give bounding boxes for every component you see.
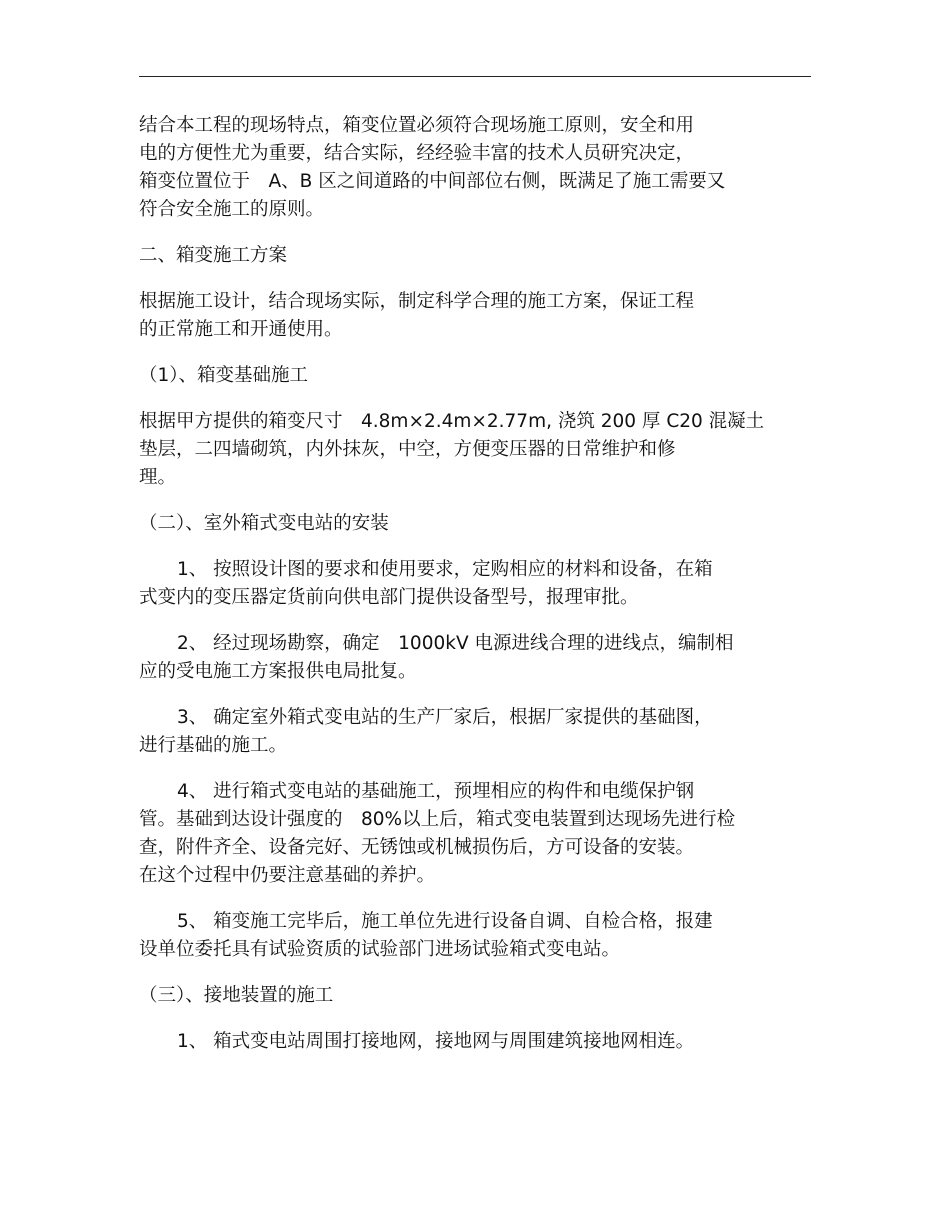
list-item bbox=[139, 630, 811, 686]
text-line: 应的受电施工方案报供电局批复。 bbox=[139, 661, 417, 682]
text-line: 在这个过程中仍要注意基础的养护。 bbox=[139, 865, 436, 886]
heading-text: （二）、室外箱式变电站的安装 bbox=[139, 513, 389, 534]
text-line: 箱变位置位于 A、B 区之间道路的中间部位右侧，既满足了施工需要又 bbox=[139, 171, 726, 192]
text-line: 理。 bbox=[139, 467, 177, 488]
text-line: 进行基础的施工。 bbox=[139, 735, 288, 756]
subsection-heading bbox=[139, 362, 811, 390]
list-item bbox=[139, 556, 811, 612]
text-line: 5、 箱变施工完毕后，施工单位先进行设备自调、自检合格，报建 bbox=[177, 911, 713, 932]
paragraph-plan-intro bbox=[139, 288, 811, 344]
text-line: 1、 按照设计图的要求和使用要求，定购相应的材料和设备，在箱 bbox=[177, 559, 713, 580]
text-line: 1、 箱式变电站周围打接地网，接地网与周围建筑接地网相连。 bbox=[177, 1031, 695, 1052]
text-line: 查，附件齐全、设备完好、无锈蚀或机械损伤后，方可设备的安装。 bbox=[139, 837, 695, 858]
heading-text: 二、箱变施工方案 bbox=[139, 245, 288, 266]
list-item bbox=[139, 778, 811, 890]
subsection-heading bbox=[139, 510, 811, 538]
subsection-heading bbox=[139, 982, 811, 1010]
text-line: 符合安全施工的原则。 bbox=[139, 199, 325, 220]
text-line: 式变内的变压器定货前向供电部门提供设备型号，报理审批。 bbox=[139, 587, 639, 608]
text-line: 电的方便性尤为重要，结合实际，经经验丰富的技术人员研究决定， bbox=[139, 143, 695, 164]
heading-text: （三）、接地装置的施工 bbox=[139, 985, 334, 1006]
heading-text: （1）、箱变基础施工 bbox=[139, 365, 309, 386]
section-heading bbox=[139, 242, 811, 270]
text-line: 结合本工程的现场特点，箱变位置必须符合现场施工原则，安全和用 bbox=[139, 115, 695, 136]
text-line: 垫层，二四墙砌筑，内外抹灰，中空，方便变压器的日常维护和修 bbox=[139, 439, 676, 460]
text-line: 的正常施工和开通使用。 bbox=[139, 319, 343, 340]
text-line: 管。基础到达设计强度的 80%以上后，箱式变电装置到达现场先进行检 bbox=[139, 809, 736, 830]
text-line: 2、 经过现场勘察，确定 1000kV 电源进线合理的进线点，编制相 bbox=[177, 633, 734, 654]
paragraph-site-location bbox=[139, 112, 811, 224]
list-item bbox=[139, 1028, 811, 1056]
list-item bbox=[139, 704, 811, 760]
text-line: 设单位委托具有试验资质的试验部门进场试验箱式变电站。 bbox=[139, 939, 621, 960]
list-item bbox=[139, 908, 811, 964]
text-line: 根据甲方提供的箱变尺寸 4.8m×2.4m×2.77m, 浇筑 200 厚 C20 混凝土 bbox=[139, 411, 765, 432]
text-line: 4、 进行箱式变电站的基础施工，预埋相应的构件和电缆保护钢 bbox=[177, 781, 695, 802]
header-rule bbox=[139, 76, 811, 77]
document-body bbox=[139, 112, 811, 1056]
paragraph-foundation bbox=[139, 408, 811, 492]
text-line: 根据施工设计，结合现场实际，制定科学合理的施工方案，保证工程 bbox=[139, 291, 695, 312]
text-line: 3、 确定室外箱式变电站的生产厂家后，根据厂家提供的基础图， bbox=[177, 707, 713, 728]
